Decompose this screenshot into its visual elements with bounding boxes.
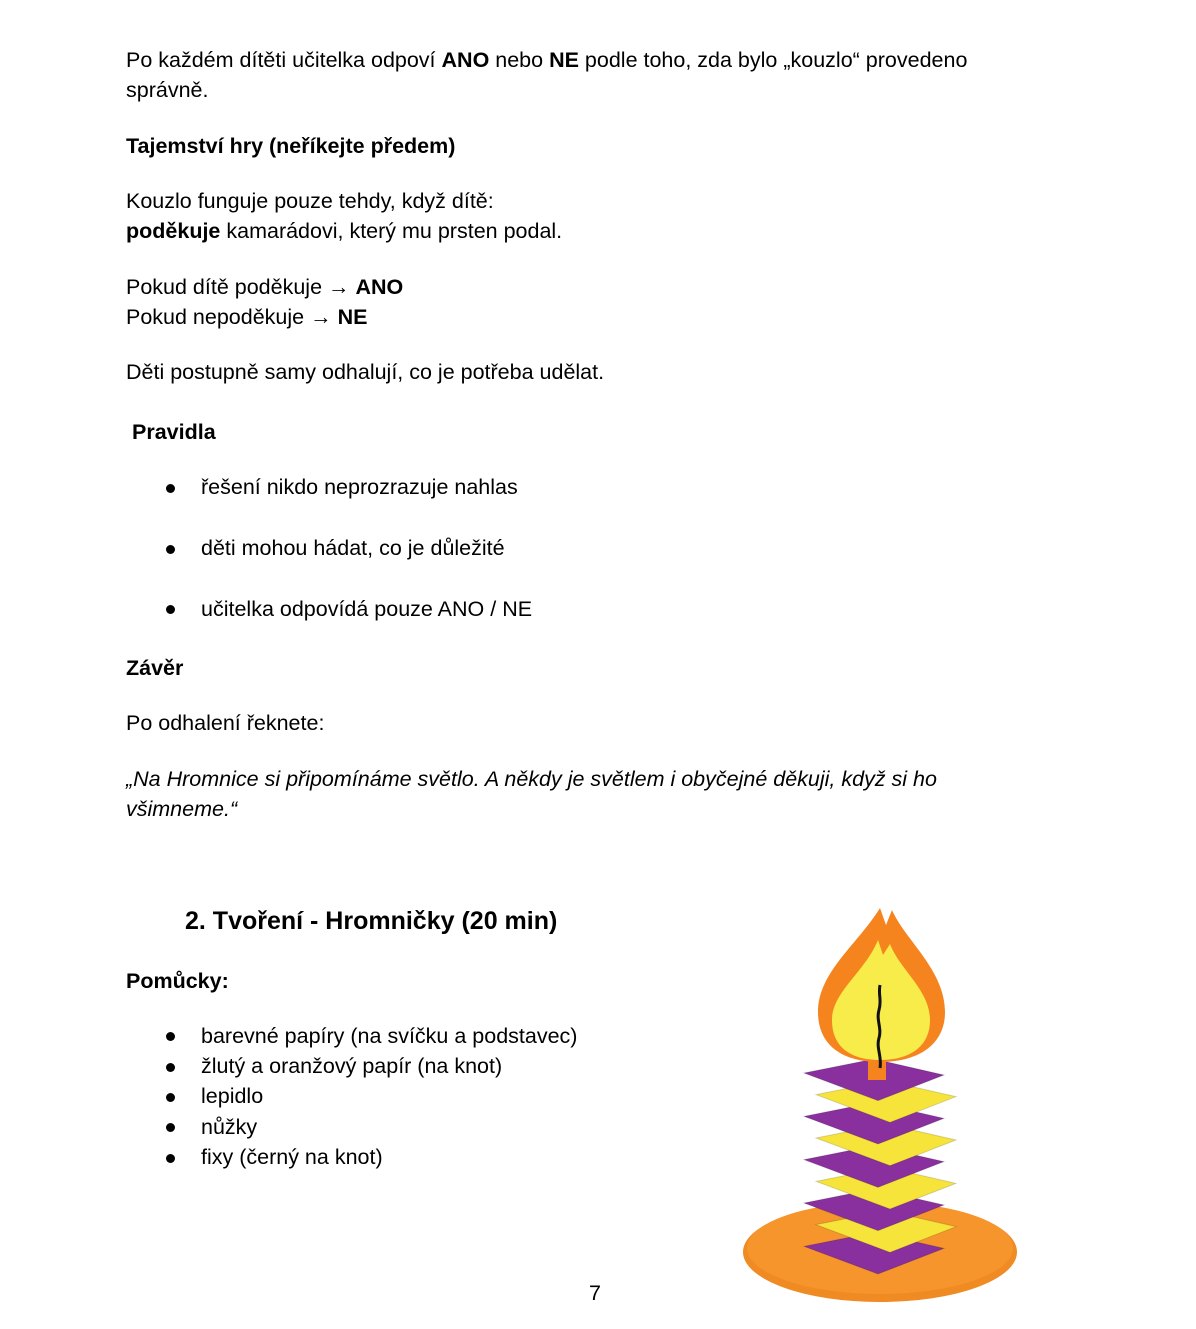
intro-line-1 xyxy=(126,45,967,75)
conclusion-intro: Po odhalení řeknete: xyxy=(126,711,325,735)
secret-line-2 xyxy=(126,216,562,246)
bullet-icon xyxy=(166,484,175,493)
page-number: 7 xyxy=(589,1281,601,1305)
materials-heading: Pomůcky: xyxy=(126,969,229,993)
condition-text: Pokud dítě poděkuje → xyxy=(126,275,356,299)
yes-condition xyxy=(126,272,403,302)
yes-value: ANO xyxy=(355,275,404,299)
intro-text: Po každém dítěti učitelka odpoví xyxy=(126,48,442,72)
thank-emphasis: poděkuje xyxy=(126,219,221,243)
secret-text: kamarádovi, který mu prsten podal. xyxy=(220,219,563,243)
material-item: fixy (černý na knot) xyxy=(201,1145,383,1169)
rule-item: řešení nikdo neprozrazuje nahlas xyxy=(201,475,518,499)
quote-line-1: „Na Hromnice si připomínáme světlo. A někdy je světlem i obyčejné děkuji, když si ho xyxy=(126,767,937,791)
paper-candle-image xyxy=(740,900,1040,1310)
bullet-icon xyxy=(166,1154,175,1163)
discover-text: Děti postupně samy odhalují, co je potřeba udělat. xyxy=(126,360,605,384)
material-item: nůžky xyxy=(201,1115,258,1139)
wick xyxy=(878,985,880,1068)
section-heading: 2. Tvoření - Hromničky (20 min) xyxy=(185,907,558,935)
bullet-icon xyxy=(166,605,175,614)
ano-emphasis: ANO xyxy=(441,48,490,72)
bullet-icon xyxy=(166,1063,175,1072)
secret-heading: Tajemství hry (neříkejte předem) xyxy=(126,134,456,158)
bullet-icon xyxy=(166,1093,175,1102)
intro-line-2: správně. xyxy=(126,78,209,102)
rules-heading: Pravidla xyxy=(132,420,216,444)
conclusion-heading: Závěr xyxy=(126,656,184,680)
intro-text: podle toho, zda bylo „kouzlo“ provedeno xyxy=(578,48,968,72)
intro-text: nebo xyxy=(489,48,550,72)
rule-item: učitelka odpovídá pouze ANO / NE xyxy=(201,597,533,621)
no-condition xyxy=(126,302,367,332)
material-item: barevné papíry (na svíčku a podstavec) xyxy=(201,1024,578,1048)
ne-emphasis: NE xyxy=(549,48,579,72)
material-item: lepidlo xyxy=(201,1084,264,1108)
rule-item: děti mohou hádat, co je důležité xyxy=(201,536,505,560)
material-item: žlutý a oranžový papír (na knot) xyxy=(201,1054,503,1078)
bullet-icon xyxy=(166,1123,175,1132)
bullet-icon xyxy=(166,545,175,554)
quote-line-2: všimneme.“ xyxy=(126,797,238,821)
secret-line-1: Kouzlo funguje pouze tehdy, když dítě: xyxy=(126,189,494,213)
bullet-icon xyxy=(166,1032,175,1041)
no-value: NE xyxy=(337,305,368,329)
condition-text: Pokud nepoděkuje → xyxy=(126,305,338,329)
